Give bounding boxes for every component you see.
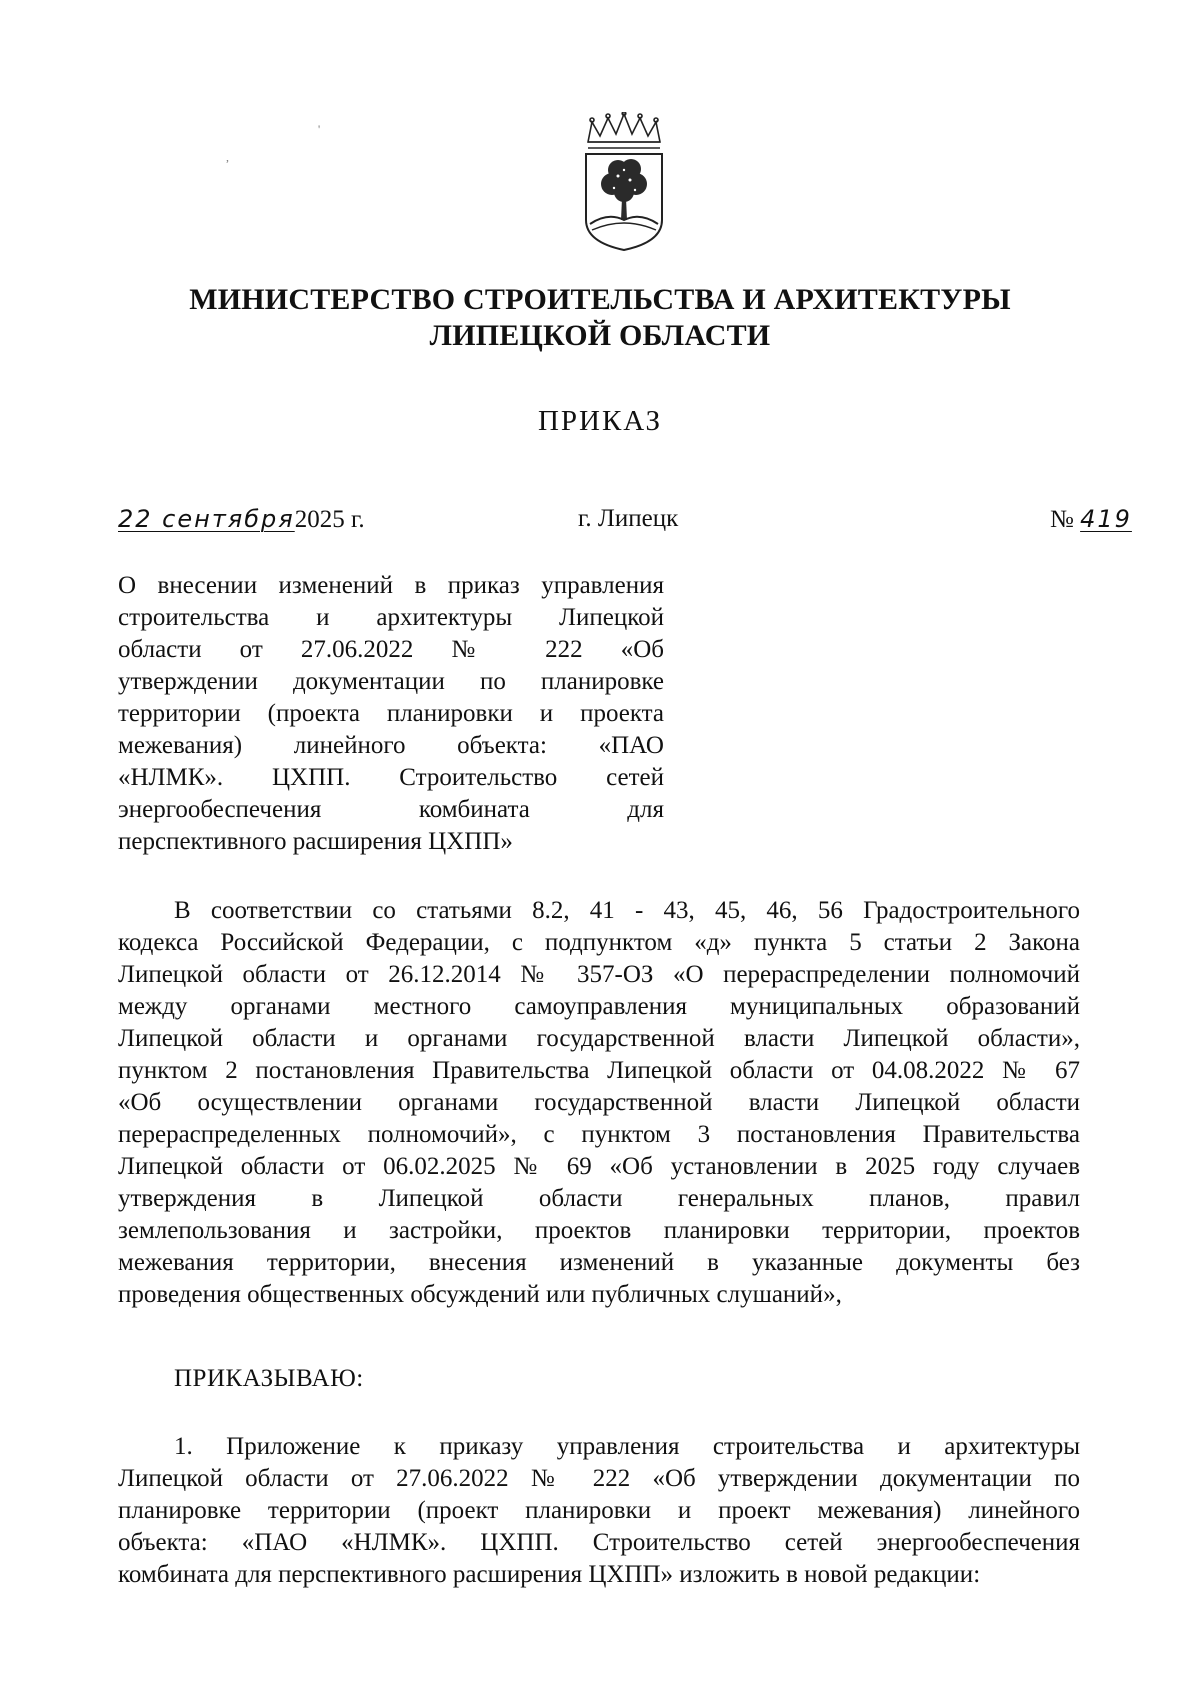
paragraph-line: Липецкой области и органами государственной власти Липецкой области», <box>118 1025 1080 1052</box>
subject-line: перспективного расширения ЦХПП» <box>118 828 513 855</box>
date-year: 2025 г. <box>294 506 365 533</box>
paragraph-line: пунктом 2 постановления Правительства Липецкой области от 04.08.2022 № 67 <box>118 1057 1080 1084</box>
order-word: ПРИКАЗЫВАЮ: <box>174 1365 364 1392</box>
paragraph-line: между органами местного самоуправления муниципальных образований <box>118 993 1080 1020</box>
lipetsk-coat-of-arms-icon <box>578 112 670 252</box>
paragraph-line: Липецкой области от 06.02.2025 № 69 «Об установлении в 2025 году случаев <box>118 1153 1080 1180</box>
preamble-paragraph <box>118 895 1080 1311</box>
ministry-name-line2: ЛИПЕЦКОЙ ОБЛАСТИ <box>429 319 771 352</box>
paragraph-line: планировке территории (проект планировки и проект межевания) линейного <box>118 1497 1080 1524</box>
document-number <box>1050 503 1132 536</box>
paragraph-line: объекта: «ПАО «НЛМК». ЦХПП. Строительство сетей энергообеспечения <box>118 1529 1080 1556</box>
document-type-title: ПРИКАЗ <box>537 405 663 437</box>
paragraph-line: комбината для перспективного расширения ЦХПП» изложить в новой редакции: <box>118 1561 981 1588</box>
scan-speck: ' <box>318 122 321 136</box>
subject-line: «НЛМК». ЦХПП. Строительство сетей <box>118 764 664 791</box>
handwritten-date: 22 сентября <box>118 505 295 533</box>
subject-line: энергообеспечения комбината для <box>118 796 664 823</box>
subject-line: утверждении документации по планировке <box>118 668 664 695</box>
paragraph-line: Липецкой области от 27.06.2022 № 222 «Об утверждении документации по <box>118 1465 1080 1492</box>
paragraph-line: землепользования и застройки, проектов планировки территории, проектов <box>118 1217 1080 1244</box>
paragraph-line: утверждения в Липецкой области генеральных планов, правил <box>118 1185 1080 1212</box>
paragraph-line: кодекса Российской Федерации, с подпунктом «д» пункта 5 статьи 2 Закона <box>118 929 1080 956</box>
subject-line: строительства и архитектуры Липецкой <box>118 604 664 631</box>
paragraph-line: Липецкой области от 26.12.2014 № 357-ОЗ «О перераспределении полномочий <box>118 961 1080 988</box>
paragraph-line: перераспределенных полномочий», с пунктом 3 постановления Правительства <box>118 1121 1080 1148</box>
paragraph-line: проведения общественных обсуждений или публичных слушаний», <box>118 1281 842 1308</box>
subject-line: О внесении изменений в приказ управления <box>118 572 664 599</box>
subject-line: межевания) линейного объекта: «ПАО <box>118 732 664 759</box>
paragraph-line: В соответствии со статьями 8.2, 41 - 43, 45, 46, 56 Градостроительного <box>174 897 1080 924</box>
number-prefix: № <box>1050 506 1074 533</box>
paragraph-line: 1. Приложение к приказу управления строительства и архитектуры <box>174 1433 1080 1460</box>
subject-line: области от 27.06.2022 № 222 «Об <box>118 636 664 663</box>
paragraph-line: межевания территории, внесения изменений в указанные документы без <box>118 1249 1080 1276</box>
document-date <box>118 503 365 536</box>
subject-line: территории (проекта планировки и проекта <box>118 700 664 727</box>
document-subject <box>118 570 664 858</box>
handwritten-number: 419 <box>1080 505 1132 533</box>
order-item-1 <box>118 1431 1080 1591</box>
scan-speck: , <box>226 150 229 164</box>
document-city: г. Липецк <box>578 505 679 532</box>
paragraph-line: «Об осуществлении органами государственной власти Липецкой области <box>118 1089 1080 1116</box>
ministry-name-line1: МИНИСТЕРСТВО СТРОИТЕЛЬСТВА И АРХИТЕКТУРЫ <box>189 283 1011 316</box>
